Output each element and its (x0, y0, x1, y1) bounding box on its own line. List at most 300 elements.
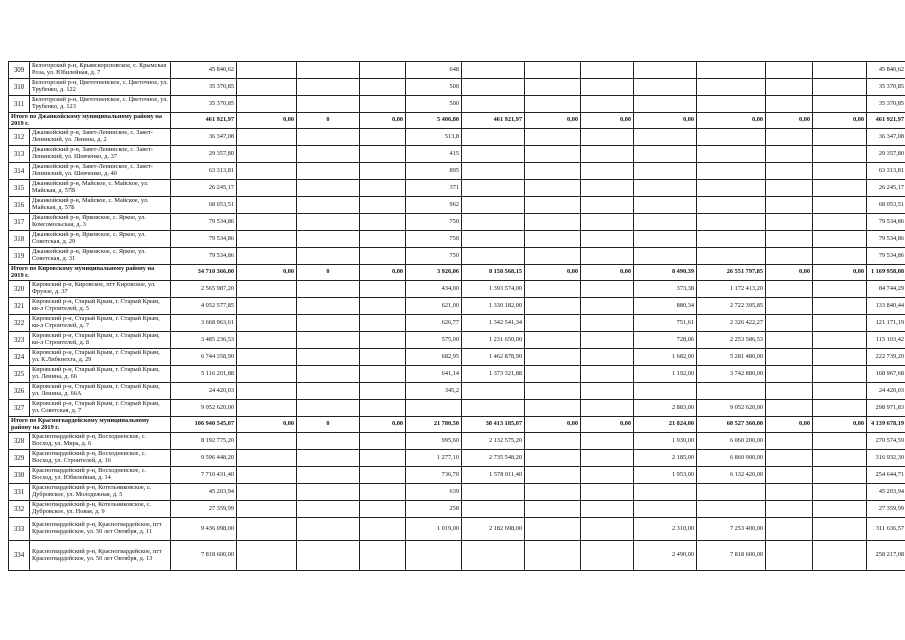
row-number-cell: 327 (9, 400, 30, 417)
value-cell-10 (697, 146, 766, 163)
value-cell-2 (237, 433, 297, 450)
value-cell-4: 0,00 (360, 113, 406, 129)
value-cell-1: 3 668 963,61 (171, 315, 237, 332)
value-cell-1: 68 053,51 (171, 197, 237, 214)
row-number-cell: 310 (9, 79, 30, 96)
value-cell-4 (360, 541, 406, 571)
value-cell-8 (581, 62, 634, 79)
value-cell-8 (581, 484, 634, 501)
value-cell-5: 5 406,80 (406, 113, 462, 129)
value-cell-6 (462, 163, 525, 180)
value-cell-10: 1 172 413,20 (697, 281, 766, 298)
value-cell-7 (525, 366, 581, 383)
value-cell-11 (766, 96, 813, 113)
value-cell-3 (297, 501, 360, 518)
value-cell-4 (360, 197, 406, 214)
budget-table-page (8, 61, 904, 571)
value-cell-2 (237, 467, 297, 484)
address-cell: Кировский р-н, Старый Крым, г. Старый Крым, ул. К.Либкнехта, д. 29 (30, 349, 171, 366)
address-cell: Белогорский р-н, Цветочненское, с. Цветочное, ул. Трубенко, д. 122 (30, 79, 171, 96)
value-cell-12 (813, 366, 867, 383)
table-row (9, 518, 905, 541)
total-label-cell: Итого по Джанкойскому муниципальному району на 2019 г. (9, 113, 171, 129)
value-cell-3 (297, 450, 360, 467)
address-cell: Красногвардейский р-н, Котельниковское, с. Дубровское, ул. Молодежная, д. 5 (30, 484, 171, 501)
value-cell-3 (297, 96, 360, 113)
value-cell-5: 21 780,50 (406, 417, 462, 433)
value-cell-9 (634, 146, 697, 163)
budget-table (8, 61, 905, 571)
row-number-cell: 309 (9, 62, 30, 79)
value-cell-8 (581, 180, 634, 197)
value-cell-4 (360, 231, 406, 248)
value-cell-11 (766, 146, 813, 163)
value-cell-10 (697, 197, 766, 214)
value-cell-5: 434,00 (406, 281, 462, 298)
value-cell-11 (766, 214, 813, 231)
value-cell-3 (297, 146, 360, 163)
value-cell-11 (766, 79, 813, 96)
value-cell-11 (766, 366, 813, 383)
value-cell-1: 9 052 620,00 (171, 400, 237, 417)
value-cell-12 (813, 315, 867, 332)
value-cell-2 (237, 96, 297, 113)
value-cell-4: 0,00 (360, 265, 406, 281)
value-cell-10: 26 551 797,85 (697, 265, 766, 281)
value-cell-4 (360, 315, 406, 332)
value-cell-8 (581, 467, 634, 484)
value-cell-12 (813, 501, 867, 518)
value-cell-13: 45 203,94 (867, 484, 905, 501)
value-cell-2 (237, 518, 297, 541)
value-cell-7 (525, 541, 581, 571)
value-cell-7 (525, 518, 581, 541)
address-cell: Белогорский р-н, Крымскорозовское, с. Крымская Роза, ул. Юбилейная, д. 7 (30, 62, 171, 79)
value-cell-4 (360, 467, 406, 484)
value-cell-13: 168 967,68 (867, 366, 905, 383)
value-cell-12 (813, 79, 867, 96)
value-cell-1: 106 940 545,07 (171, 417, 237, 433)
value-cell-8 (581, 248, 634, 265)
value-cell-2 (237, 501, 297, 518)
address-cell: Кировский р-н, Кировское, пгт Кировское, ул. Фрунзе, д. 37 (30, 281, 171, 298)
value-cell-1: 26 245,17 (171, 180, 237, 197)
value-cell-6 (462, 96, 525, 113)
value-cell-9 (634, 62, 697, 79)
value-cell-13: 27 359,99 (867, 501, 905, 518)
value-cell-7 (525, 281, 581, 298)
value-cell-1: 2 565 987,20 (171, 281, 237, 298)
value-cell-8 (581, 433, 634, 450)
value-cell-11 (766, 231, 813, 248)
value-cell-9: 8 490,39 (634, 265, 697, 281)
value-cell-4 (360, 62, 406, 79)
value-cell-10 (697, 96, 766, 113)
value-cell-1: 79 534,86 (171, 214, 237, 231)
value-cell-3 (297, 62, 360, 79)
value-cell-10: 3 742 880,00 (697, 366, 766, 383)
value-cell-7 (525, 501, 581, 518)
value-cell-12 (813, 129, 867, 146)
value-cell-1: 63 313,81 (171, 163, 237, 180)
value-cell-6 (462, 62, 525, 79)
value-cell-7 (525, 484, 581, 501)
value-cell-1: 29 357,80 (171, 146, 237, 163)
value-cell-2 (237, 197, 297, 214)
value-cell-1: 8 192 775,20 (171, 433, 237, 450)
value-cell-11 (766, 400, 813, 417)
total-label-cell: Итого по Кировскому муниципальному району на 2019 г. (9, 265, 171, 281)
value-cell-5 (406, 541, 462, 571)
value-cell-8 (581, 315, 634, 332)
value-cell-9: 751,61 (634, 315, 697, 332)
value-cell-13: 29 357,80 (867, 146, 905, 163)
value-cell-5: 962 (406, 197, 462, 214)
table-row (9, 484, 905, 501)
value-cell-13: 45 840,62 (867, 62, 905, 79)
table-row (9, 332, 905, 349)
value-cell-9 (634, 214, 697, 231)
value-cell-1: 79 534,86 (171, 248, 237, 265)
value-cell-6: 1 393 574,00 (462, 281, 525, 298)
value-cell-1: 9 596 448,20 (171, 450, 237, 467)
value-cell-10: 9 052 620,00 (697, 400, 766, 417)
value-cell-13: 84 744,29 (867, 281, 905, 298)
address-cell: Кировский р-н, Старый Крым, г. Старый Крым, кв-л Строителей, д. 5 (30, 298, 171, 315)
value-cell-9: 728,06 (634, 332, 697, 349)
row-number-cell: 313 (9, 146, 30, 163)
value-cell-4 (360, 383, 406, 400)
value-cell-13: 258 217,08 (867, 541, 905, 571)
value-cell-11 (766, 332, 813, 349)
value-cell-4 (360, 79, 406, 96)
value-cell-1: 7 710 431,40 (171, 467, 237, 484)
table-row (9, 163, 905, 180)
value-cell-9 (634, 484, 697, 501)
row-number-cell: 312 (9, 129, 30, 146)
value-cell-6 (462, 129, 525, 146)
value-cell-10: 6 860 900,00 (697, 450, 766, 467)
value-cell-12 (813, 383, 867, 400)
value-cell-4 (360, 96, 406, 113)
value-cell-9 (634, 197, 697, 214)
value-cell-10 (697, 231, 766, 248)
value-cell-8 (581, 450, 634, 467)
value-cell-4 (360, 214, 406, 231)
value-cell-10: 7 818 600,00 (697, 541, 766, 571)
value-cell-4 (360, 332, 406, 349)
value-cell-5: 895 (406, 163, 462, 180)
value-cell-7 (525, 96, 581, 113)
value-cell-8 (581, 214, 634, 231)
row-number-cell: 331 (9, 484, 30, 501)
value-cell-13: 36 347,08 (867, 129, 905, 146)
value-cell-4 (360, 501, 406, 518)
value-cell-2 (237, 248, 297, 265)
total-label-cell: Итого по Красногвардейскому муниципальному району на 2019 г. (9, 417, 171, 433)
value-cell-5: 513,8 (406, 129, 462, 146)
row-number-cell: 324 (9, 349, 30, 366)
value-cell-5: 1 277,10 (406, 450, 462, 467)
value-cell-9: 1 953,00 (634, 467, 697, 484)
value-cell-11 (766, 62, 813, 79)
value-cell-1: 9 436 098,00 (171, 518, 237, 541)
value-cell-3: 0 (297, 265, 360, 281)
value-cell-8: 0,00 (581, 265, 634, 281)
address-cell: Красногвардейский р-н, Красногвардейское, пгт Красногвардейское, ул. 50 лет Октября, д. 11 (30, 518, 171, 541)
value-cell-4 (360, 248, 406, 265)
value-cell-1: 34 710 366,00 (171, 265, 237, 281)
value-cell-3 (297, 541, 360, 571)
value-cell-2: 0,00 (237, 113, 297, 129)
value-cell-12 (813, 197, 867, 214)
address-cell: Джанкойский р-н, Завет-Ленинское, с. Завет-Ленинский, ул. Шевченко, д. 37 (30, 146, 171, 163)
value-cell-11 (766, 450, 813, 467)
value-cell-2 (237, 163, 297, 180)
table-row (9, 79, 905, 96)
value-cell-10 (697, 79, 766, 96)
value-cell-6 (462, 248, 525, 265)
value-cell-8 (581, 366, 634, 383)
value-cell-12 (813, 541, 867, 571)
address-cell: Джанкойский р-н, Завет-Ленинское, с. Завет-Ленинский, ул. Ленина, д. 2 (30, 129, 171, 146)
value-cell-12: 0,00 (813, 417, 867, 433)
value-cell-8 (581, 501, 634, 518)
address-cell: Кировский р-н, Старый Крым, г. Старый Крым, кв-л Строителей, д. 7 (30, 315, 171, 332)
value-cell-4 (360, 129, 406, 146)
value-cell-6 (462, 383, 525, 400)
value-cell-10: 2 722 395,85 (697, 298, 766, 315)
value-cell-8 (581, 400, 634, 417)
value-cell-12 (813, 332, 867, 349)
value-cell-7: 0,00 (525, 265, 581, 281)
value-cell-10: 0,00 (697, 113, 766, 129)
value-cell-2 (237, 146, 297, 163)
value-cell-13: 79 534,86 (867, 248, 905, 265)
value-cell-9 (634, 383, 697, 400)
value-cell-13: 298 971,83 (867, 400, 905, 417)
value-cell-4 (360, 433, 406, 450)
value-cell-11 (766, 541, 813, 571)
value-cell-1: 45 203,94 (171, 484, 237, 501)
address-cell: Белогорский р-н, Цветочненское, с. Цветочное, ул. Трубенко, д. 123 (30, 96, 171, 113)
value-cell-5: 415 (406, 146, 462, 163)
value-cell-2 (237, 180, 297, 197)
value-cell-3 (297, 180, 360, 197)
value-cell-1: 24 420,03 (171, 383, 237, 400)
value-cell-1: 3 485 236,53 (171, 332, 237, 349)
value-cell-7 (525, 248, 581, 265)
value-cell-1: 27 359,99 (171, 501, 237, 518)
value-cell-2 (237, 484, 297, 501)
value-cell-7 (525, 467, 581, 484)
table-row (9, 383, 905, 400)
value-cell-3 (297, 79, 360, 96)
address-cell: Кировский р-н, Старый Крым, г. Старый Крым, ул. Ленина, д. 66 (30, 366, 171, 383)
value-cell-3 (297, 518, 360, 541)
value-cell-9: 2 185,00 (634, 450, 697, 467)
value-cell-11 (766, 383, 813, 400)
table-row (9, 315, 905, 332)
value-cell-6 (462, 180, 525, 197)
value-cell-10: 68 527 360,00 (697, 417, 766, 433)
value-cell-12 (813, 433, 867, 450)
row-number-cell: 319 (9, 248, 30, 265)
value-cell-7 (525, 129, 581, 146)
value-cell-13: 4 139 678,19 (867, 417, 905, 433)
value-cell-7 (525, 450, 581, 467)
table-row (9, 96, 905, 113)
value-cell-5: 750 (406, 214, 462, 231)
table-row (9, 400, 905, 417)
value-cell-12 (813, 231, 867, 248)
row-number-cell: 326 (9, 383, 30, 400)
value-cell-3 (297, 163, 360, 180)
value-cell-4 (360, 450, 406, 467)
value-cell-9 (634, 501, 697, 518)
value-cell-7 (525, 62, 581, 79)
value-cell-12 (813, 400, 867, 417)
address-cell: Красногвардейский р-н, Восходненское, с. Восход, ул. Мира, д. 6 (30, 433, 171, 450)
value-cell-11 (766, 197, 813, 214)
value-cell-9 (634, 129, 697, 146)
value-cell-4 (360, 281, 406, 298)
table-row (9, 146, 905, 163)
value-cell-13: 121 171,19 (867, 315, 905, 332)
value-cell-6: 1 462 878,90 (462, 349, 525, 366)
value-cell-1: 45 840,62 (171, 62, 237, 79)
value-cell-13: 26 245,17 (867, 180, 905, 197)
value-cell-12 (813, 180, 867, 197)
value-cell-7 (525, 180, 581, 197)
value-cell-11 (766, 433, 813, 450)
table-row (9, 467, 905, 484)
value-cell-3 (297, 383, 360, 400)
table-row (9, 248, 905, 265)
value-cell-13: 63 313,81 (867, 163, 905, 180)
value-cell-7 (525, 146, 581, 163)
value-cell-3 (297, 366, 360, 383)
value-cell-9 (634, 96, 697, 113)
value-cell-8 (581, 332, 634, 349)
value-cell-10: 2 253 586,53 (697, 332, 766, 349)
value-cell-10: 2 326 422,27 (697, 315, 766, 332)
row-number-cell: 315 (9, 180, 30, 197)
value-cell-6: 1 578 011,40 (462, 467, 525, 484)
row-number-cell: 330 (9, 467, 30, 484)
value-cell-6: 2 735 548,20 (462, 450, 525, 467)
value-cell-4 (360, 180, 406, 197)
value-cell-7 (525, 315, 581, 332)
value-cell-11 (766, 484, 813, 501)
value-cell-3 (297, 129, 360, 146)
value-cell-2 (237, 541, 297, 571)
table-row (9, 197, 905, 214)
value-cell-7 (525, 383, 581, 400)
value-cell-6 (462, 484, 525, 501)
value-cell-5: 736,70 (406, 467, 462, 484)
value-cell-5: 1 019,00 (406, 518, 462, 541)
value-cell-4 (360, 163, 406, 180)
table-row (9, 349, 905, 366)
value-cell-13: 1 169 958,08 (867, 265, 905, 281)
value-cell-9 (634, 163, 697, 180)
value-cell-1: 4 052 577,85 (171, 298, 237, 315)
value-cell-5: 621,00 (406, 298, 462, 315)
address-cell: Джанкойский р-н, Майское, с. Майское, ул. Майская, д. 57Б (30, 197, 171, 214)
value-cell-12: 0,00 (813, 113, 867, 129)
value-cell-2 (237, 62, 297, 79)
address-cell: Джанкойский р-н, Завет-Ленинское, с. Завет-Ленинский, ул. Шевченко, д. 40 (30, 163, 171, 180)
address-cell: Кировский р-н, Старый Крым, г. Старый Крым, ул. Ленина, д. 66А (30, 383, 171, 400)
table-row (9, 180, 905, 197)
value-cell-1: 79 534,86 (171, 231, 237, 248)
value-cell-2: 0,00 (237, 417, 297, 433)
value-cell-8 (581, 96, 634, 113)
value-cell-10 (697, 214, 766, 231)
value-cell-11 (766, 467, 813, 484)
value-cell-5: 575,00 (406, 332, 462, 349)
value-cell-3 (297, 467, 360, 484)
value-cell-11 (766, 180, 813, 197)
value-cell-6 (462, 79, 525, 96)
value-cell-5: 639 (406, 484, 462, 501)
value-cell-7: 0,00 (525, 417, 581, 433)
value-cell-11 (766, 349, 813, 366)
value-cell-10 (697, 129, 766, 146)
value-cell-2 (237, 366, 297, 383)
value-cell-6: 1 231 650,00 (462, 332, 525, 349)
value-cell-5: 750 (406, 248, 462, 265)
value-cell-2 (237, 79, 297, 96)
value-cell-5: 648 (406, 62, 462, 79)
value-cell-8 (581, 197, 634, 214)
value-cell-10: 6 060 200,00 (697, 433, 766, 450)
value-cell-2 (237, 315, 297, 332)
address-cell: Джанкойский р-н, Ярковское, с. Яркое, ул. Советская, д. 31 (30, 248, 171, 265)
value-cell-3: 0 (297, 417, 360, 433)
value-cell-6: 2 182 698,00 (462, 518, 525, 541)
value-cell-6: 461 921,97 (462, 113, 525, 129)
value-cell-13: 35 370,85 (867, 79, 905, 96)
table-row (9, 541, 905, 571)
value-cell-2: 0,00 (237, 265, 297, 281)
table-row (9, 231, 905, 248)
value-cell-6 (462, 231, 525, 248)
value-cell-9: 21 824,00 (634, 417, 697, 433)
value-cell-2 (237, 450, 297, 467)
value-cell-2 (237, 231, 297, 248)
value-cell-8 (581, 129, 634, 146)
value-cell-6: 38 413 185,07 (462, 417, 525, 433)
value-cell-1: 35 370,85 (171, 96, 237, 113)
value-cell-10 (697, 62, 766, 79)
value-cell-5: 3 926,06 (406, 265, 462, 281)
row-number-cell: 332 (9, 501, 30, 518)
value-cell-6: 1 330 182,00 (462, 298, 525, 315)
row-number-cell: 328 (9, 433, 30, 450)
table-row (9, 129, 905, 146)
value-cell-10 (697, 248, 766, 265)
value-cell-8 (581, 383, 634, 400)
value-cell-7 (525, 214, 581, 231)
budget-table-body (9, 62, 905, 571)
value-cell-9: 1 930,00 (634, 433, 697, 450)
value-cell-7: 0,00 (525, 113, 581, 129)
value-cell-12 (813, 518, 867, 541)
value-cell-11 (766, 163, 813, 180)
value-cell-13: 254 644,71 (867, 467, 905, 484)
